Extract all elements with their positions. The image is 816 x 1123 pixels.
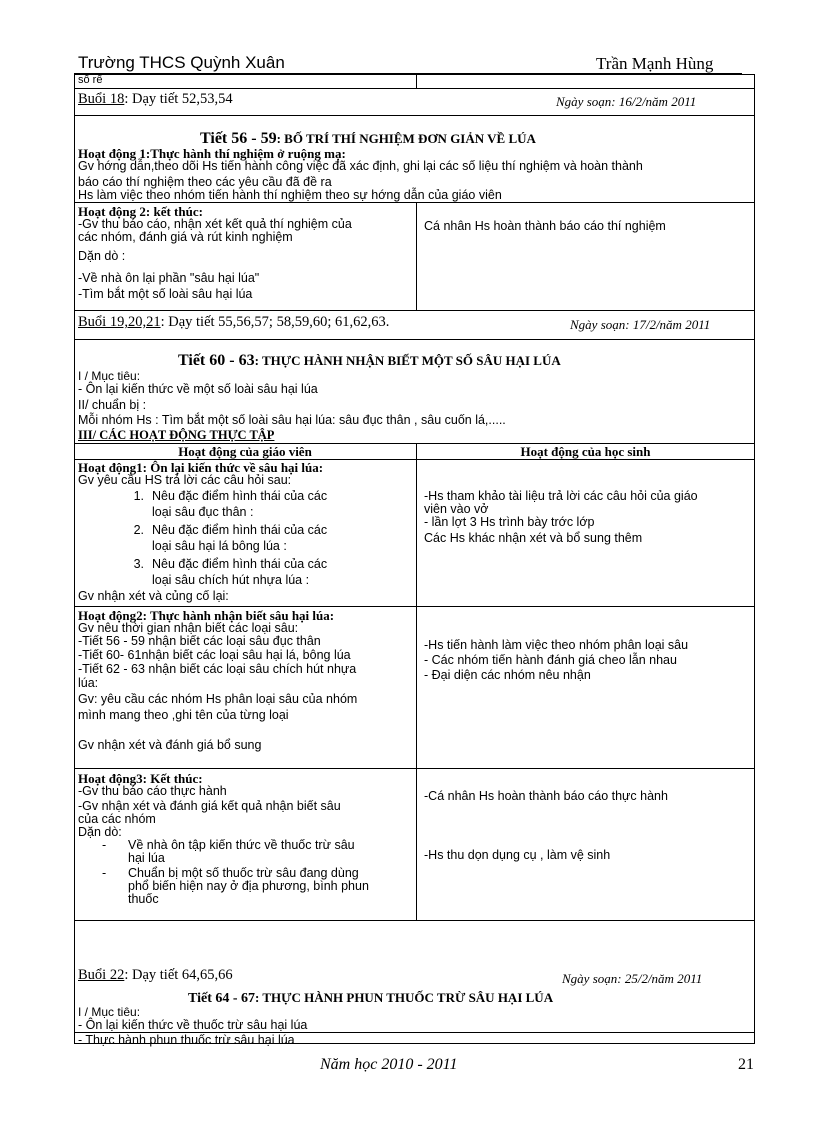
page-number: 21 xyxy=(738,1056,754,1073)
session18-activity1-title: Hoạt động 1:Thực hành thí nghiệm ở ruộng mạ: xyxy=(78,146,346,161)
a2-title: Hoạt động2: Thực hành nhận biết sâu hại lúa: xyxy=(78,608,335,623)
rule xyxy=(74,202,755,203)
school-name: Trường THCS Quỳnh Xuân xyxy=(78,53,285,72)
session18-activity2-title: Hoạt động 2: kết thúc: xyxy=(78,204,203,219)
session18-activity2-left xyxy=(78,205,412,301)
a3-bullet-1-l1: Về nhà ôn tập kiến thức về thuốc trừ sâu xyxy=(128,838,355,852)
rule xyxy=(74,920,755,921)
a3-left-1: -Gv thu báo cáo thực hành xyxy=(78,784,227,798)
a3-title: Hoạt động3: Kết thúc: xyxy=(78,771,203,786)
a3-right-1: -Cá nhân Hs hoàn thành báo cáo thực hành xyxy=(424,789,668,803)
a1-intro: Gv yêu cầu HS trả lời các câu hỏi sau: xyxy=(78,473,292,487)
a2-right-1: -Hs tiến hành làm việc theo nhóm phân loại sâu xyxy=(424,638,689,652)
a2-right-2: - Các nhóm tiến hành đánh giá cheo lẫn nhau xyxy=(424,653,677,667)
session18-rest: : Dạy tiết 52,53,54 xyxy=(124,91,233,107)
top-row-divider xyxy=(416,74,417,89)
a3-right-2: -Hs thu dọn dụng cụ , làm vệ sinh xyxy=(424,848,611,862)
session18-heading xyxy=(78,91,233,108)
session22-title-prefix: Tiết 64 - 67 xyxy=(188,991,256,1006)
session22-heading xyxy=(78,967,233,984)
rule xyxy=(74,88,755,89)
a2-left-2: -Tiết 56 - 59 nhận biết các loại sâu đục thân xyxy=(78,634,321,648)
a2-left-1: Gv nêu thời gian nhận biết các loại sâu: xyxy=(78,621,299,635)
a1-item-2 xyxy=(120,524,412,553)
a1-item-3-l1: Nêu đặc điểm hình thái của các xyxy=(152,557,328,571)
a1-item-2-number: 2. xyxy=(133,523,144,537)
a3-bullet-2: - Chuẩn bị một số thuốc trừ sâu đang dùng phổ biến hiện nay ở địa phương, bình phun thuốc xyxy=(102,867,412,906)
a1-item-2-l1: Nêu đặc điểm hình thái của các xyxy=(152,523,328,537)
a3-bullet-2-l3: thuốc xyxy=(128,892,159,906)
author-name: Trần Mạnh Hùng xyxy=(596,54,714,73)
a1-item-3 xyxy=(120,558,412,587)
a1-item-3-number: 3. xyxy=(133,557,144,571)
session19-title-prefix: Tiết 60 - 63 xyxy=(178,352,255,369)
session18-line-1: Gv hớng dẫn,theo dõi Hs tiến hành công việc đã xác định, ghi lại các số liệu thí nghiệm và hoàn thành xyxy=(78,159,643,173)
rule xyxy=(74,606,755,607)
session22-objectives-label: I / Mục tiêu: xyxy=(78,1005,141,1019)
a1-right-2: viên vào vở xyxy=(424,502,489,516)
session22-label: Buổi 22 xyxy=(78,967,125,983)
session18-activity2-right: Cá nhân Hs hoàn thành báo cáo thí nghiệm xyxy=(424,219,666,233)
session22-date: Ngày soạn: 25/2/năm 2011 xyxy=(562,971,703,986)
top-row-text: số rể xyxy=(78,74,103,86)
a1-item-1-number: 1. xyxy=(133,489,144,503)
a1-end: Gv nhận xét và củng cố lại: xyxy=(78,589,229,603)
session19-rest: : Dạy tiết 55,56,57; 58,59,60; 61,62,63. xyxy=(160,314,390,330)
a1-title: Hoạt động1: Ôn lại kiến thức về sâu hại lúa: xyxy=(78,460,324,475)
session19-prep-label: II/ chuẩn bị : xyxy=(78,398,147,412)
rule xyxy=(74,768,755,769)
a2-left-3: -Tiết 60- 61nhận biết các loại sâu hại lá, bông lúa xyxy=(78,648,351,662)
a3-left-3: của các nhóm xyxy=(78,812,156,826)
rule xyxy=(74,1032,755,1033)
a2-right-3: - Đại diện các nhóm nêu nhận xyxy=(424,668,591,682)
session19-date: Ngày soạn: 17/2/năm 2011 xyxy=(570,317,711,332)
a1-item-1-l1: Nêu đặc điểm hình thái của các xyxy=(152,489,328,503)
col-header-teacher: Hoạt động của giáo viên xyxy=(178,444,312,459)
session22-rest: : Dạy tiết 64,65,66 xyxy=(124,967,233,983)
session18-title-prefix: Tiết 56 - 59 xyxy=(200,130,277,147)
session18-left-4: -Về nhà ôn lại phần "sâu hại lúa" xyxy=(78,271,260,285)
a2-right xyxy=(424,639,750,682)
a1-item-1 xyxy=(120,490,412,519)
session18-left-3: Dặn dò : xyxy=(78,249,126,263)
session18-activity1 xyxy=(78,147,748,202)
a3-left-4: Dặn dò: xyxy=(78,825,122,839)
session22-title xyxy=(188,989,553,1007)
a2-left-5: lúa: xyxy=(78,676,99,690)
column-divider xyxy=(416,202,417,310)
session22-objectives xyxy=(78,1006,748,1047)
a3-bullet-2-l2: phổ biến hiện nay ở địa phương, bình phun xyxy=(128,879,369,893)
a3-left xyxy=(78,772,412,906)
session19-heading xyxy=(78,314,389,331)
session19-prep-line: Mỗi nhóm Hs : Tìm bắt một số loài sâu hại lúa: sâu đục thân , sâu cuốn lá,..... xyxy=(78,413,506,427)
a2-end: Gv nhận xét và đánh giá bổ sung xyxy=(78,738,262,752)
session18-line-3: Hs làm việc theo nhóm tiến hành thí nghiệm theo sự hớng dẫn của giáo viên xyxy=(78,188,502,202)
a1-right-4: Các Hs khác nhận xét và bổ sung thêm xyxy=(424,531,643,545)
a1-item-2-l2: loại sâu hại lá bông lúa : xyxy=(152,539,287,553)
a2-left-7: mình mang theo ,ghi tên của từng loại xyxy=(78,708,289,722)
session22-title-main: : THỰC HÀNH PHUN THUỐC TRỪ SÂU HẠI LÚA xyxy=(255,990,554,1005)
session18-title-main: : BỐ TRÍ THÍ NGHIỆM ĐƠN GIẢN VỀ LÚA xyxy=(276,131,536,146)
session18-date: Ngày soạn: 16/2/năm 2011 xyxy=(556,94,697,109)
a1-item-3-l2: loại sâu chích hút nhựa lúa : xyxy=(152,573,310,587)
column-divider xyxy=(416,443,417,920)
a3-bullet-1: - Về nhà ôn tập kiến thức về thuốc trừ sâu hại lúa xyxy=(102,839,412,865)
a3-bullet-1-l2: hại lúa xyxy=(128,851,165,865)
session19-objectives-label: I / Mục tiêu: xyxy=(78,369,141,383)
session19-title-main: : THỰC HÀNH NHẬN BIẾT MỘT SỐ SÂU HẠI LÚA xyxy=(254,353,561,368)
a1-item-1-l2: loại sâu đục thân : xyxy=(152,505,254,519)
rule xyxy=(74,310,755,311)
session19-label: Buổi 19,20,21 xyxy=(78,314,161,330)
a1-right xyxy=(424,490,750,545)
session18-label: Buổi 18 xyxy=(78,91,125,107)
session18-line-2: báo cáo thí nghiệm theo các yêu cầu đã đề ra xyxy=(78,175,332,189)
a1-right-1: -Hs tham khảo tài liệu trả lời các câu hỏi của giáo xyxy=(424,489,698,503)
col-header-student: Hoạt động của học sinh xyxy=(520,444,651,459)
session22-line-1: - Ôn lại kiến thức về thuốc trừ sâu hại lúa xyxy=(78,1018,308,1032)
a2-left-6: Gv: yêu cầu các nhóm Hs phân loại sâu của nhóm xyxy=(78,692,358,706)
a2-left xyxy=(78,609,412,752)
a2-left-4: -Tiết 62 - 63 nhận biết các loại sâu chích hút nhựa xyxy=(78,662,357,676)
rule xyxy=(74,115,755,116)
session18-left-2: các nhóm, đánh giá và rút kinh nghiệm xyxy=(78,230,293,244)
session19-objective-line: - Ôn lại kiến thức về một số loài sâu hại lúa xyxy=(78,382,318,396)
session19-title xyxy=(178,352,561,370)
session18-left-1: -Gv thu báo cáo, nhận xét kết quả thí nghiệm của xyxy=(78,217,352,231)
a3-left-2: -Gv nhận xét và đánh giá kết quả nhận biết sâu xyxy=(78,799,341,813)
footer-school-year: Năm học 2010 - 2011 xyxy=(320,1056,458,1073)
session19-intro xyxy=(78,370,748,442)
session19-activities-label: III/ CÁC HOẠT ĐỘNG THỰC TẬP xyxy=(78,428,275,442)
session18-left-5: -Tìm bắt một số loài sâu hại lúa xyxy=(78,287,253,301)
rule xyxy=(74,339,755,340)
a3-bullet-2-l1: Chuẩn bị một số thuốc trừ sâu đang dùng xyxy=(128,866,359,880)
a1-right-3: - lần lợt 3 Hs trình bày trớc lớp xyxy=(424,515,595,529)
a1-left xyxy=(78,461,412,603)
session22-line-2: - Thực hành phun thuốc trừ sâu hại lúa xyxy=(78,1033,295,1047)
